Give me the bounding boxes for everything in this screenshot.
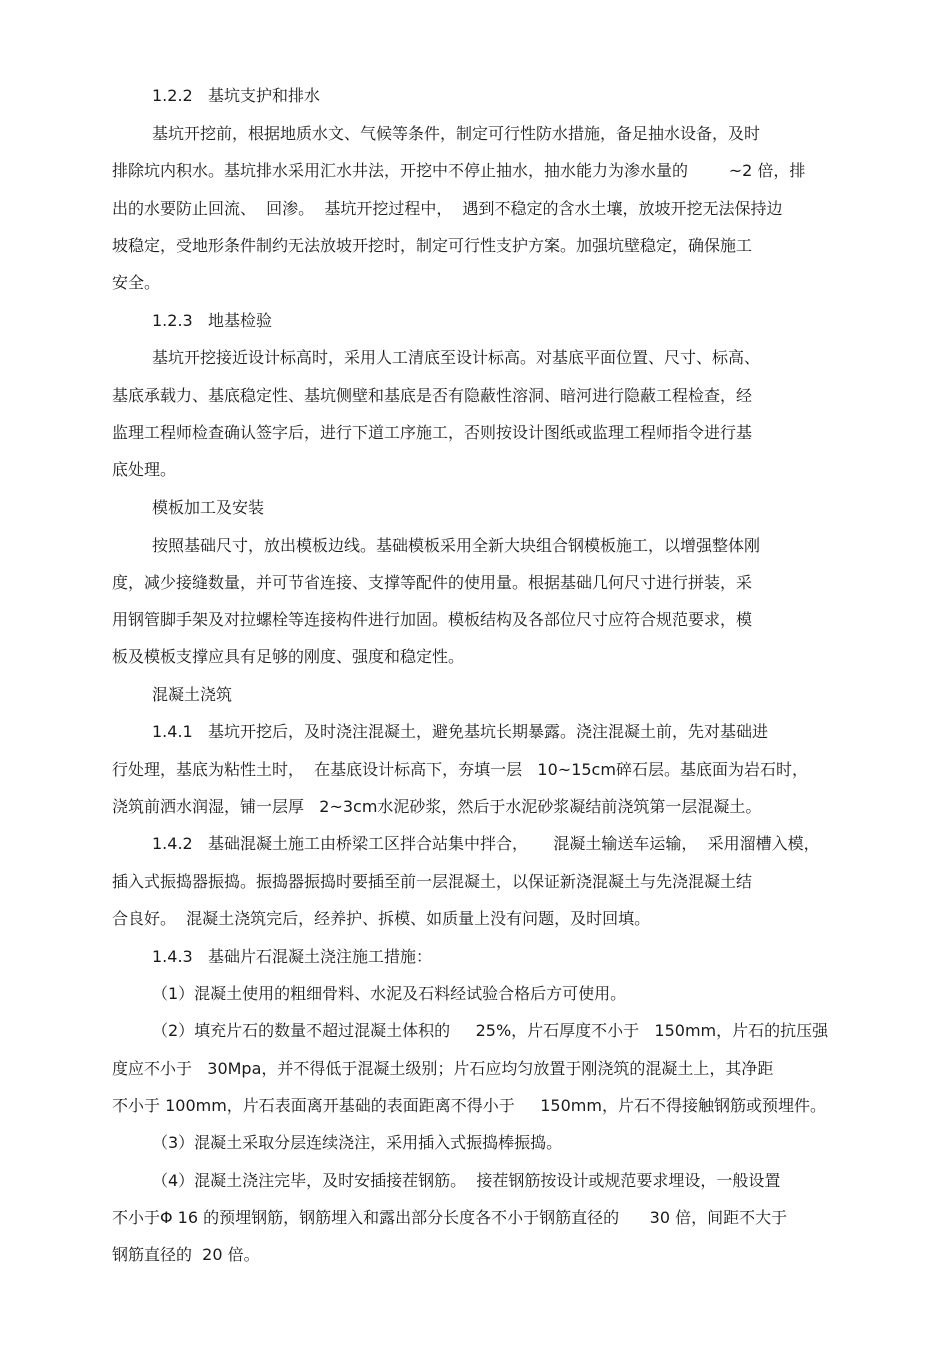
section-heading-1-2-2: 1.2.2 基坑支护和排水 [152,86,320,105]
paragraph-line: 按照基础尺寸，放出模板边线。基础模板采用全新大块组合钢模板施工，以增强整体刚 [152,536,761,555]
paragraph-line: 监理工程师检查确认签字后，进行下道工序施工，否则按设计图纸或监理工程师指令进行基 [112,423,753,442]
list-item: （3）混凝土采取分层连续浇注，采用插入式振捣棒振捣。 [152,1133,563,1152]
paragraph-line: 行处理，基底为粘性土时， 在基底设计标高下，夯填一层 10~15cm碎石层。基底面为岩石时， [112,760,808,779]
paragraph-line: 用钢管脚手架及对拉螺栓等连接构件进行加固。模板结构及各部位尺寸应符合规范要求，模 [112,610,753,629]
paragraph-line: 安全。 [112,273,161,292]
paragraph-line: 度应不小于 30Mpa，并不得低于混凝土级别；片石应均匀放置于刚浇筑的混凝土上，其净距 [112,1059,774,1078]
list-item: （2）填充片石的数量不超过混凝土体积的 25%，片石厚度不小于 150mm，片石的抗压强 [152,1021,829,1040]
paragraph-line: 基坑开挖接近设计标高时，采用人工清底至设计标高。对基底平面位置、尺寸、标高、 [152,348,761,367]
paragraph-line: 钢筋直径的 20 倍。 [112,1245,260,1264]
paragraph-line: 1.4.2 基础混凝土施工由桥梁工区拌合站集中拌合， 混凝土输送车运输， 采用溜槽入模， [152,834,820,853]
paragraph-line: 基底承载力、基底稳定性、基坑侧壁和基底是否有隐蔽性溶洞、暗河进行隐蔽工程检查，经 [112,386,753,405]
section-heading-concrete-pouring: 混凝土浇筑 [152,685,233,704]
section-heading-1-2-3: 1.2.3 地基检验 [152,311,272,330]
list-item: （1）混凝土使用的粗细骨料、水泥及石料经试验合格后方可使用。 [152,984,627,1003]
list-item: （4）混凝土浇注完毕，及时安插接茬钢筋。 接茬钢筋按设计或规范要求埋设，一般设置 [152,1171,781,1190]
paragraph-line: 浇筑前洒水润湿，铺一层厚 2~3cm水泥砂浆，然后于水泥砂浆凝结前浇筑第一层混凝土。 [112,797,762,816]
paragraph-line: 插入式振捣器振捣。振捣器振捣时要插至前一层混凝土，以保证新浇混凝土与先浇混凝土结 [112,872,753,891]
section-heading-formwork: 模板加工及安装 [152,498,265,517]
paragraph-line: 1.4.1 基坑开挖后，及时浇注混凝土，避免基坑长期暴露。浇注混凝土前，先对基础进 [152,722,768,741]
paragraph-line: 不小于 100mm，片石表面离开基础的表面距离不得小于 150mm，片石不得接触钢筋或预埋件。 [112,1096,826,1115]
paragraph-line: 坡稳定，受地形条件制约无法放坡开挖时，制定可行性支护方案。加强坑壁稳定，确保施工 [112,236,753,255]
paragraph-line: 度，减少接缝数量，并可节省连接、支撑等配件的使用量。根据基础几何尺寸进行拼装，采 [112,573,753,592]
paragraph-line: 不小于Φ 16 的预埋钢筋，钢筋埋入和露出部分长度各不小于钢筋直径的 30 倍，间距不大于 [112,1208,788,1227]
paragraph-line: 1.4.3 基础片石混凝土浇注施工措施： [152,947,432,966]
paragraph-line: 基坑开挖前，根据地质水文、气候等条件，制定可行性防水措施，备足抽水设备，及时 [152,124,761,143]
paragraph-line: 合良好。 混凝土浇筑完后，经养护、拆模、如质量上没有问题，及时回填。 [112,909,651,928]
paragraph-line: 出的水要防止回流、 回渗。 基坑开挖过程中， 遇到不稳定的含水土壤，放坡开挖无法保持边 [112,199,783,218]
paragraph-line: 板及模板支撑应具有足够的刚度、强度和稳定性。 [112,647,465,666]
paragraph-line: 底处理。 [112,460,177,479]
paragraph-line: 排除坑内积水。基坑排水采用汇水井法，开挖中不停止抽水，抽水能力为渗水量的 ~2 倍，排 [112,161,806,180]
